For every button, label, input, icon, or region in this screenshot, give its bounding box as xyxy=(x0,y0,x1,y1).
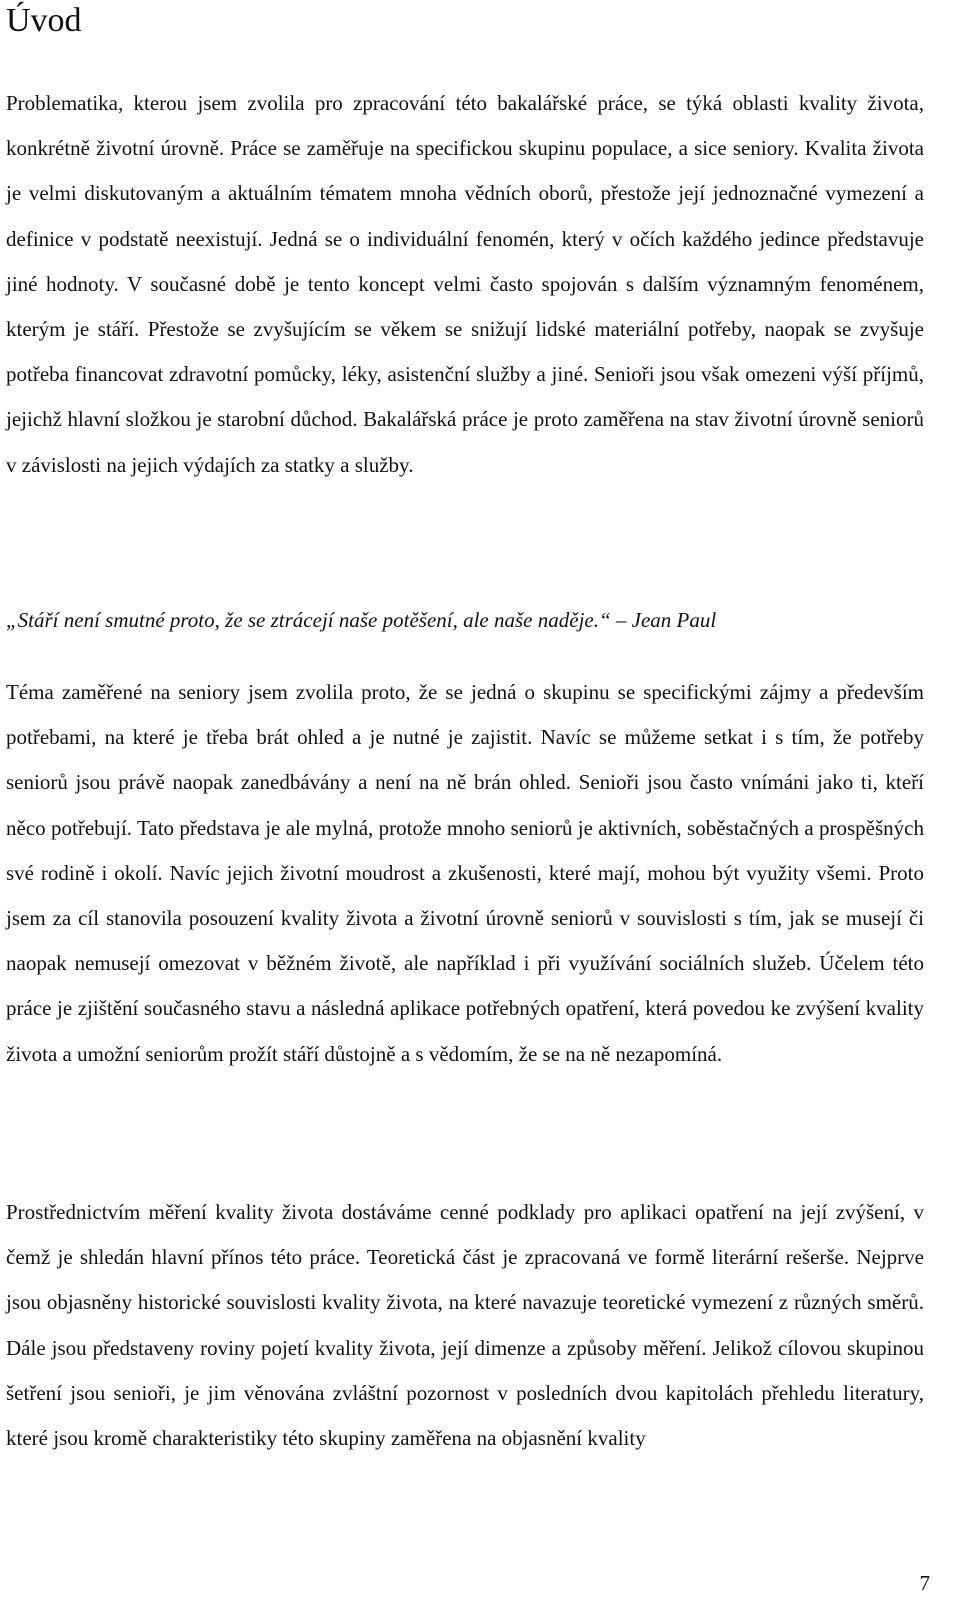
quote-jean-paul: „Stáří není smutné proto, že se ztrácejí naše potěšení, ale naše naděje.“ – Jean Paul xyxy=(6,608,717,632)
page-number: 7 xyxy=(919,1571,930,1595)
paragraph-intro: Problematika, kterou jsem zvolila pro zpracování této bakalářské práce, se týká oblasti kvality života, konkrétně životní úrovně. Práce se zaměřuje na specifickou skupinu populace, a sice seniory. Kvalita života je velmi diskutovaným a aktuálním tématem mnoha vědních oborů, přestože její jednoznačné vymezení a definice v podstatě neexistují. Jedná se o individuální fenomén, který v očích každého jedince představuje jiné hodnoty. V současné době je tento koncept velmi často spojován s dalším významným fenoménem, kterým je stáří. Přestože se zvyšujícím se věkem se snižují lidské materiální potřeby, naopak se zvyšuje potřeba financovat zdravotní pomůcky, léky, asistenční služby a jiné. Senioři jsou však omezeni výší příjmů, jejichž hlavní složkou je starobní důchod. Bakalářská práce je proto zaměřena na stav životní úrovně seniorů v závislosti na jejich výdajích za statky a služby. xyxy=(6,91,924,477)
chapter-heading: Úvod xyxy=(6,2,82,39)
paragraph-topic-choice: Téma zaměřené na seniory jsem zvolila proto, že se jedná o skupinu se specifickými zájmy a především potřebami, na které je třeba brát ohled a je nutné je zajistit. Navíc se můžeme setkat i s tím, že potřeby seniorů jsou právě naopak zanedbávány a není na ně brán ohled. Senioři jsou často vnímáni jako ti, kteří něco potřebují. Tato představa je ale mylná, protože mnoho seniorů je aktivních, soběstačných a prospěšných své rodině i okolí. Navíc jejich životní moudrost a zkušenosti, které mají, mohou být využity všemi. Proto jsem za cíl stanovila posouzení kvality života a životní úrovně seniorů v souvislosti s tím, jak se musejí či naopak nemusejí omezovat v běžném životě, ale například i při využívání sociálních služeb. Účelem této práce je zjištění současného stavu a následná aplikace potřebných opatření, která povedou ke zvýšení kvality života a umožní seniorům prožít stáří důstojně a s vědomím, že se na ně nezapomíná. xyxy=(6,680,924,1066)
paragraph-methodology: Prostřednictvím měření kvality života dostáváme cenné podklady pro aplikaci opatření na její zvýšení, v čemž je shledán hlavní přínos této práce. Teoretická část je zpracovaná ve formě literární rešerše. Nejprve jsou objasněny historické souvislosti kvality života, na které navazuje teoretické vymezení z různých směrů. Dále jsou představeny roviny pojetí kvality života, její dimenze a způsoby měření. Jelikož cílovou skupinou šetření jsou senioři, je jim věnována zvláštní pozornost v posledních dvou kapitolách přehledu literatury, které jsou kromě charakteristiky této skupiny zaměřena na objasnění kvality xyxy=(6,1200,924,1451)
